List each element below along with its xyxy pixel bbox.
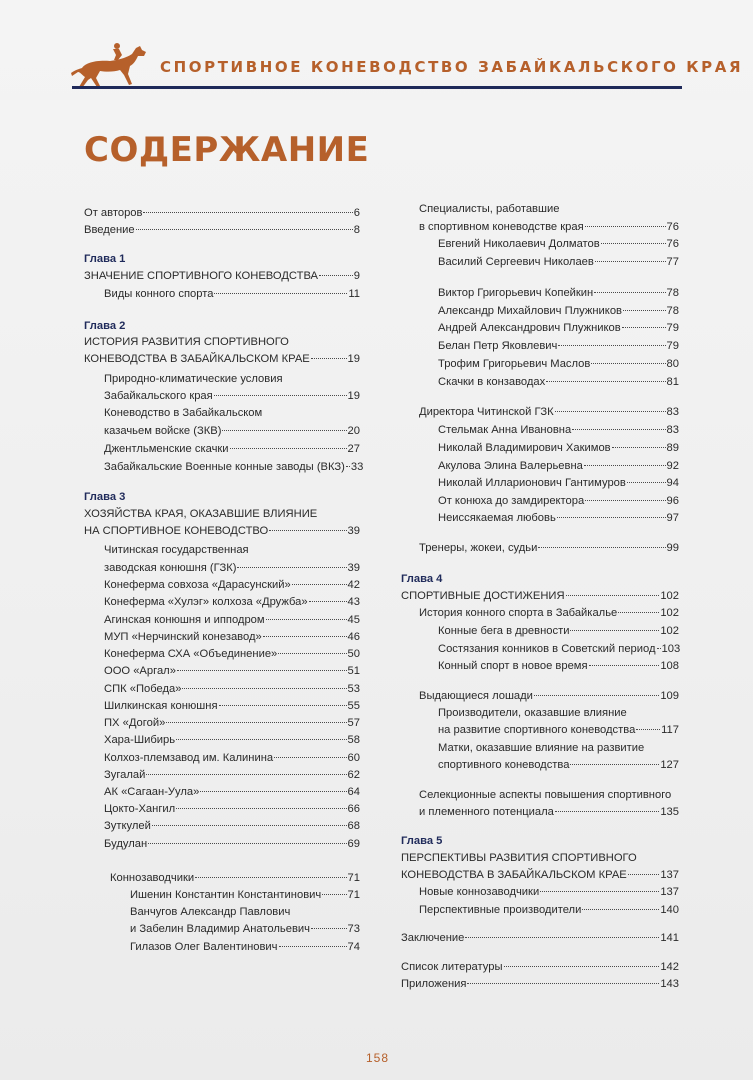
page-number: 158 bbox=[366, 1051, 390, 1065]
toc-entry[interactable]: в спортивном коневодстве края 76 bbox=[419, 221, 679, 233]
toc-entry[interactable]: Забайкальского края 19 bbox=[104, 390, 360, 402]
toc-entry[interactable] bbox=[84, 223, 360, 237]
toc-entry[interactable]: Коннозаводчики 71 bbox=[110, 872, 360, 884]
toc-entry[interactable]: Ишенин Константин Константинович 71 bbox=[130, 889, 360, 901]
toc-entry[interactable]: Выдающиеся лошади 109 bbox=[419, 690, 679, 702]
toc-entry[interactable]: Виктор Григорьевич Копейкин 78 bbox=[438, 287, 679, 299]
toc-entry-line[interactable]: Специалисты, работавшие bbox=[419, 203, 560, 215]
toc-entry-title: От авторов bbox=[84, 207, 143, 219]
toc-entry[interactable]: Список литературы 142 bbox=[401, 961, 679, 973]
toc-entry[interactable]: Директора Читинской ГЗК 83 bbox=[419, 406, 679, 418]
toc-chapter-title-line[interactable]: ХОЗЯЙСТВА КРАЯ, ОКАЗАВШИЕ ВЛИЯНИЕ bbox=[84, 508, 318, 520]
toc-entry[interactable]: Колхоз-племзавод им. Калинина 60 bbox=[104, 752, 360, 764]
toc-entry[interactable]: Агинская конюшня и ипподром 45 bbox=[104, 614, 360, 626]
toc-entry-line[interactable]: Ванчугов Александр Павлович bbox=[130, 906, 291, 918]
toc-entry[interactable]: История конного спорта в Забайкалье 102 bbox=[419, 607, 679, 619]
toc-entry-line[interactable]: Природно-климатические условия bbox=[104, 373, 283, 385]
toc-entry-page: 6 bbox=[353, 207, 360, 219]
toc-entry[interactable]: ПХ «Догой» 57 bbox=[104, 717, 360, 729]
toc-chapter-title[interactable]: СПОРТИВНЫЕ ДОСТИЖЕНИЯ 102 bbox=[401, 590, 679, 602]
toc-entry-line[interactable]: Селекционные аспекты повышения спортивного bbox=[419, 789, 672, 801]
toc-entry-page: 8 bbox=[353, 224, 360, 236]
toc-entry[interactable] bbox=[84, 206, 360, 220]
toc-entry[interactable]: От конюха до замдиректора 96 bbox=[438, 495, 679, 507]
toc-entry[interactable]: Состязания конников в Советский период 103 bbox=[438, 643, 681, 655]
toc-entry[interactable]: Зуткулей 68 bbox=[104, 820, 360, 832]
toc-entry[interactable]: МУП «Нерчинский конезавод» 46 bbox=[104, 631, 360, 643]
toc-entry[interactable]: Евгений Николаевич Долматов 76 bbox=[438, 238, 679, 250]
toc-entry[interactable]: Конеферма «Хулэг» колхоза «Дружба» 43 bbox=[104, 596, 360, 608]
toc-entry[interactable]: Зугалай 62 bbox=[104, 769, 360, 781]
toc-entry[interactable]: и Забелин Владимир Анатольевич 73 bbox=[130, 923, 360, 935]
chapter-label: Глава 4 bbox=[401, 573, 443, 585]
toc-entry[interactable]: Конный спорт в новое время 108 bbox=[438, 660, 679, 672]
toc-entry[interactable]: СПК «Победа» 53 bbox=[104, 683, 360, 695]
toc-entry[interactable]: Забайкальские Военные конные заводы (ВКЗ) 33 bbox=[104, 461, 364, 473]
toc-entry[interactable]: Стельмак Анна Ивановна 83 bbox=[438, 424, 679, 436]
toc-entry-title: Введение bbox=[84, 224, 135, 236]
toc-entry[interactable]: Андрей Александрович Плужников 79 bbox=[438, 322, 679, 334]
header-rule bbox=[72, 86, 682, 89]
chapter-label: Глава 5 bbox=[401, 835, 443, 847]
toc-entry-line[interactable]: Матки, оказавшие влияние на развитие bbox=[438, 742, 645, 754]
chapter-label: Глава 1 bbox=[84, 253, 126, 265]
toc-entry[interactable]: Белан Петр Яковлевич 79 bbox=[438, 340, 679, 352]
toc-entry[interactable]: Заключение 141 bbox=[401, 932, 679, 944]
toc-chapter-title[interactable]: ЗНАЧЕНИЕ СПОРТИВНОГО КОНЕВОДСТВА 9 bbox=[84, 270, 360, 282]
toc-chapter-title-line[interactable]: ПЕРСПЕКТИВЫ РАЗВИТИЯ СПОРТИВНОГО bbox=[401, 852, 637, 864]
toc-entry[interactable]: казачьем войске (ЗКВ) 20 bbox=[104, 425, 360, 437]
toc-entry-line[interactable]: Читинская государственная bbox=[104, 544, 249, 556]
toc-entry-line[interactable]: Коневодство в Забайкальском bbox=[104, 407, 263, 419]
toc-entry[interactable]: Тренеры, жокеи, судьи 99 bbox=[419, 542, 679, 554]
toc-chapter-title[interactable]: КОНЕВОДСТВА В ЗАБАЙКАЛЬСКОМ КРАЕ 137 bbox=[401, 869, 679, 881]
toc-entry[interactable]: Конеферма совхоза «Дарасунский» 42 bbox=[104, 579, 360, 591]
toc-entry[interactable]: Акулова Элина Валерьевна 92 bbox=[438, 460, 679, 472]
toc-entry[interactable]: АК «Сагаан-Уула» 64 bbox=[104, 786, 360, 798]
toc-entry[interactable]: и племенного потенциала 135 bbox=[419, 806, 679, 818]
toc-chapter-title-line[interactable]: ИСТОРИЯ РАЗВИТИЯ СПОРТИВНОГО bbox=[84, 336, 289, 348]
toc-chapter-title[interactable]: НА СПОРТИВНОЕ КОНЕВОДСТВО 39 bbox=[84, 525, 360, 537]
toc-entry[interactable]: Новые коннозаводчики 137 bbox=[419, 886, 679, 898]
toc-entry[interactable]: Конные бега в древности 102 bbox=[438, 625, 679, 637]
toc-entry[interactable]: Перспективные производители 140 bbox=[419, 904, 679, 916]
toc-chapter-title[interactable]: КОНЕВОДСТВА В ЗАБАЙКАЛЬСКОМ КРАЕ 19 bbox=[84, 353, 360, 365]
toc-entry[interactable]: Александр Михайлович Плужников 78 bbox=[438, 305, 679, 317]
chapter-label: Глава 3 bbox=[84, 491, 126, 503]
toc-entry[interactable]: Шилкинская конюшня 55 bbox=[104, 700, 360, 712]
toc-entry[interactable]: на развитие спортивного коневодства 117 bbox=[438, 724, 679, 736]
toc-entry[interactable]: Приложения 143 bbox=[401, 978, 679, 990]
page-title: СОДЕРЖАНИЕ bbox=[84, 130, 370, 170]
toc-entry[interactable]: Неиссякаемая любовь 97 bbox=[438, 512, 679, 524]
toc-entry[interactable]: ООО «Аргал» 51 bbox=[104, 665, 360, 677]
toc-entry[interactable]: Цокто-Хангил 66 bbox=[104, 803, 360, 815]
toc-entry[interactable]: Джентльменские скачки 27 bbox=[104, 443, 360, 455]
toc-entry[interactable]: Будулан 69 bbox=[104, 838, 360, 850]
toc-entry[interactable]: Василий Сергеевич Николаев 77 bbox=[438, 256, 679, 268]
toc-entry[interactable]: Скачки в конзаводах 81 bbox=[438, 376, 679, 388]
toc-entry-line[interactable]: Производители, оказавшие влияние bbox=[438, 707, 627, 719]
toc-entry[interactable]: спортивного коневодства 127 bbox=[438, 759, 679, 771]
running-header: СПОРТИВНОЕ КОНЕВОДСТВО ЗАБАЙКАЛЬСКОГО КРАЯ bbox=[160, 58, 744, 76]
toc-entry[interactable]: Виды конного спорта 11 bbox=[104, 288, 360, 300]
toc-entry[interactable]: заводская конюшня (ГЗК) 39 bbox=[104, 562, 360, 574]
toc-entry[interactable]: Хара-Шибирь 58 bbox=[104, 734, 360, 746]
toc-entry[interactable]: Николай Илларионович Гантимуров 94 bbox=[438, 477, 679, 489]
chapter-label: Глава 2 bbox=[84, 320, 126, 332]
toc-entry[interactable]: Трофим Григорьевич Маслов 80 bbox=[438, 358, 679, 370]
toc-entry[interactable]: Гилазов Олег Валентинович 74 bbox=[130, 941, 360, 953]
toc-entry[interactable]: Конеферма СХА «Объединение» 50 bbox=[104, 648, 360, 660]
toc-entry[interactable]: Николай Владимирович Хакимов 89 bbox=[438, 442, 679, 454]
